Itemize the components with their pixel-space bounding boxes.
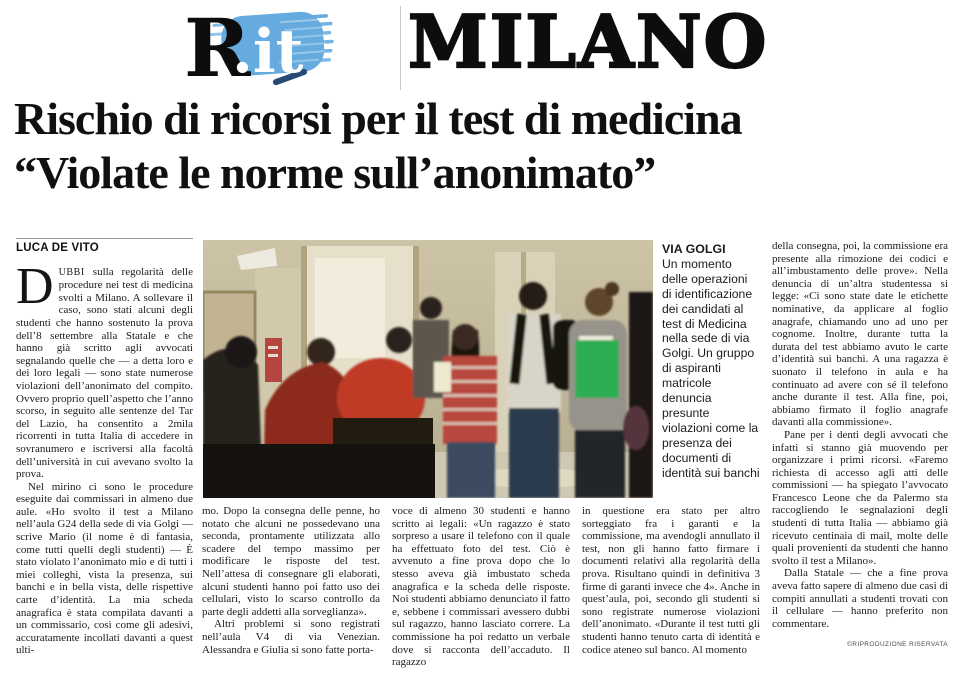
paragraph-lead: [16, 257, 193, 481]
photo-caption: [662, 242, 760, 481]
paragraph: della consegna, poi, la commissione era presente alla rimozione dei codici e all’imbustamento delle prove». Nella denuncia di un’altra studentessa si legge: «Ci sono state date le etichette nominative, da applicare al foglio anagrafe, chiamando uno ad uno per cognome. Inoltre, durante tutta la durata del test abbiamo avuto le carte d’identità sui banchi. A una ragazza è suonato il telefono in aula e ha continuato ad avere con sé il telefono anche durante il test. Alla fine, poi, abbiamo firmato il foglio anagrafe davanti alla commissione».: [772, 240, 948, 429]
caption-text: Un momento delle operazioni di identificazione dei candidati al test di Medicina nella sede di via Golgi. Un gruppo di aspiranti matricole denuncia presunte violazioni come la presenza dei documenti di identità sui banchi: [662, 256, 760, 480]
lead-text: sulla regolarità delle procedure nei test di medicina svolti a Milano. A sollevare il caso, sono stati alcuni degli studenti che hanno sostenuto la prova dell’8 settembre alla Statale e che hanno già scritto agli avvocati segnalando quelle che — a detta loro e dei loro legali — sono state numerose violazioni dell’anonimato del compito. Ovvero proprio quell’aspetto che l’anno scorso, in seguito alle sentenze del Tar del Lazio, ha consentito a 2mila ricorrenti in tutta Italia di accedere in sovranumero e iscriversi alla facoltà dell’università in cui avevano svolto la prova.: [16, 265, 193, 481]
byline: LUCA DE VITO: [16, 238, 193, 266]
article-column-1: [16, 238, 193, 682]
caption-kicker: VIA GOLGI: [662, 242, 726, 256]
paragraph: mo. Dopo la consegna delle penne, ho notato che alcuni ne possedevano una seconda, prontamente utilizzata allo scadere del tempo massimo per modificare le risposte del test. Nell’attesa di consegnare gli elaborati, alcuni studenti hanno poi fatto uso dei cellulari, visto lo scarso controllo da parte degli addetti alla sorveglianza».: [202, 505, 380, 618]
article-column-3: [392, 505, 570, 681]
paragraph: in questione era stato per altro sorteggiato fra i garanti e la commissione, ma avendogli annullato il test, non gli hanno fatto firmare i documenti relativi alla regolarità della prova. Risultano quindi in definitiva 3 firme di garanti invece che 4». Anche in quest’aula, poi, secondo gli studenti si sono registrate numerose violazioni dell’anonimato. «Durante il test tutti gli studenti hanno tenuto carta di identità e codice ateneo sul banco. Al momento: [582, 505, 760, 656]
headline-line2: “Violate le norme sull’anonimato”: [14, 147, 656, 198]
dropcap: D: [16, 257, 54, 315]
rit-logo-art: [186, 2, 336, 94]
paragraph: Pane per i denti degli avvocati che infatti si stanno già muovendo per organizzare i primi ricorsi. «Faremo richiesta di accesso agli atti delle commissioni — ha spiegato l’avvocato Francesco Leone che da Palermo sta raccogliendo le segnalazioni degli studenti di tutta Italia — abbiamo già ricevuto centinaia di mail, molte delle quali provenienti da studenti che hanno svolto il test a Milano».: [772, 428, 948, 567]
logo-it-text: .it: [232, 17, 304, 87]
article-column-4: [582, 505, 760, 681]
article-photo: [203, 240, 653, 498]
masthead-title: MILANO: [408, 0, 769, 84]
rit-logo: [186, 2, 336, 94]
paragraph: voce di almeno 30 studenti e hanno scritto ai legali: «Un ragazzo è stato sorpreso a usare il telefono con il quale ha effettuato foto del test. Ciò è avvenuto a fine prova dopo che lo stesso aveva già imbustato scheda anagrafica e la scheda delle risposte. Noi studenti abbiamo denunciato il fatto e, sebbene i commissari avessero dubbi sul ragazzo, hanno lasciato correre. La commissione ha poi redatto un verbale dove si racconta dell’accaduto. Il ragazzo: [392, 505, 570, 669]
headline-line1: Rischio di ricorsi per il test di medicina: [14, 93, 742, 144]
paragraph: Altri problemi si sono registrati nell’aula V4 di via Venezian. Alessandra e Giulia si sono fatte porta-: [202, 618, 380, 656]
article-column-5: [772, 240, 948, 686]
paragraph: Dalla Statale — che a fine prova aveva fatto sapere di almeno due casi di compiti annullati a studenti trovati con il cellulare — hanno preferito non commentare.: [772, 567, 948, 630]
paragraph: Nel mirino ci sono le procedure eseguite dai commissari in almeno due aule. «Ho svolto il test a Milano nell’aula G24 della sede di via Golgi — scrive Mario (il nome è di fantasia, come tutti quelli degli studenti) — È stato violato l’anonimato mio e di tutti i miei colleghi, vista la presenza, sui banchi e in bella vista, delle rispettive carte d’identità. La mia scheda anagrafica è stata compilata davanti a un commissario, così come gli adesivi, accuratamente incollati davanti a quest ulti-: [16, 480, 193, 657]
copyright-notice: ©RIPRODUZIONE RISERVATA: [847, 641, 948, 649]
article-column-2: [202, 505, 380, 681]
article-headline: [14, 92, 948, 200]
logo-letter-r: R: [186, 2, 251, 94]
lead-caps: UBBI: [58, 266, 85, 278]
header-divider: [400, 6, 401, 90]
